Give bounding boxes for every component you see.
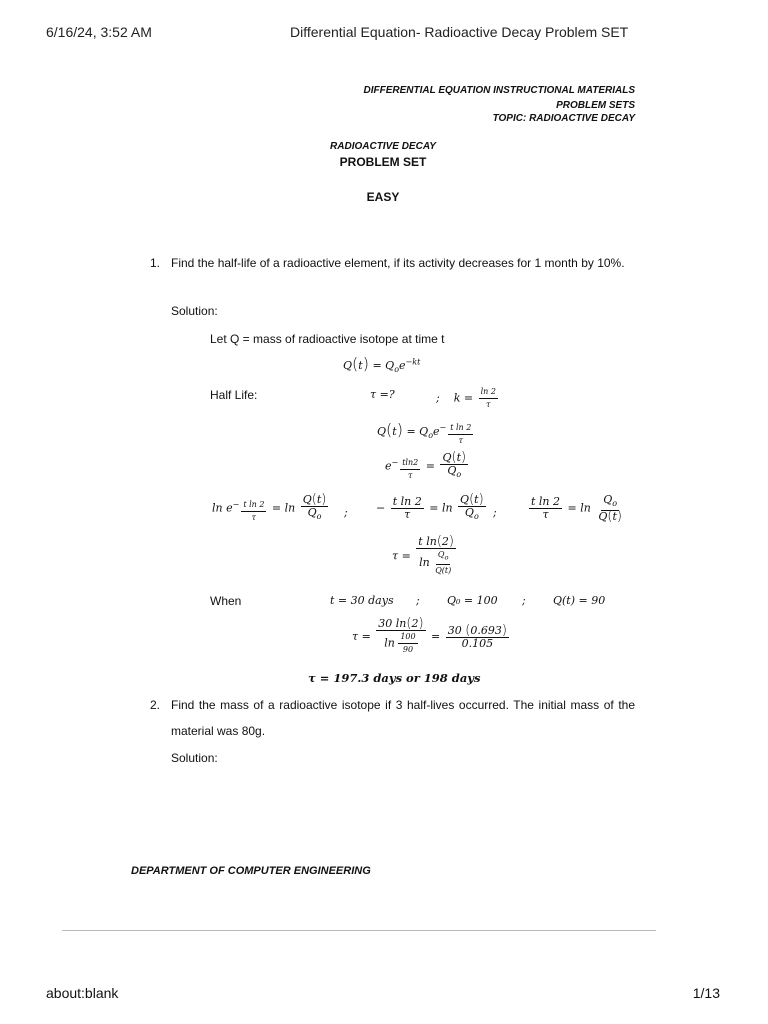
print-footer-page: 1/13 <box>692 985 720 1001</box>
separator-2: ; <box>493 506 497 519</box>
page-divider <box>62 930 656 931</box>
meta-course-line: DIFFERENTIAL EQUATION INSTRUCTIONAL MATERIALS <box>363 85 635 96</box>
given-q0: Q₀ = 100 <box>447 594 498 607</box>
separator-3: ; <box>416 594 420 607</box>
equation-ratio: $e^{- \frac{tln2}{\tau}}$ = $\frac{Q(t)}{Q_o}$ <box>385 450 467 480</box>
equation-decay-with-tau: $Q(t) = Q_oe^{- \frac{\text{t ln 2}}{\tau}}$ <box>377 420 472 446</box>
meta-type-line: PROBLEM SETS <box>556 100 635 111</box>
equation-decay-law: $Q(t) = Q_oe^{-kt}$ <box>343 354 421 375</box>
given-qt: Q(t) = 90 <box>553 594 606 607</box>
equation-k-definition: ; k = $\frac{\ln 2}{\tau}$ <box>436 387 496 409</box>
when-label: When <box>210 594 242 608</box>
problem-1-text: Find the half-life of a radioactive element, if its activity decreases for 1 month by 10%. <box>171 256 625 270</box>
problem-2-text: Find the mass of a radioactive isotope if 3 half-lives occurred. The initial mass of the material was 80g. <box>171 698 635 738</box>
tau-unknown: τ =? <box>370 388 395 401</box>
equation-tau-formula: τ = t ln(2) ln $\frac{Q_o}{Q(t)}$ <box>392 534 454 575</box>
section-subtitle: RADIOACTIVE DECAY <box>330 141 436 152</box>
equation-log-step-3: $\frac{\text{t ln 2}}{\tau}$ = ln $\frac{Q_o}{Q(t)}$ <box>531 493 622 525</box>
problem-1-number: 1. <box>150 256 161 270</box>
equation-log-step-1: $\ln e^{- \frac{\text{t ln 2}}{\tau}}$ = ln $\frac{Q(t)}{Q_o}$ <box>212 492 327 522</box>
difficulty-label: EASY <box>366 190 400 204</box>
print-header-datetime: 6/16/24, 3:52 AM <box>46 24 152 40</box>
equation-log-step-2: − $\frac{\text{t ln 2}}{\tau}$ = ln $\frac{Q(t)}{Q_o}$ <box>376 492 484 522</box>
problem-1-answer: τ = 197.3 days or 198 days <box>308 671 481 685</box>
department-footer: DEPARTMENT OF COMPUTER ENGINEERING <box>131 865 371 877</box>
equation-substitution: τ = 30 ln(2) ln $\frac{100}{90}$ = $\frac{30 (0.693)}{0.105}$ <box>352 616 507 654</box>
meta-topic-line: TOPIC: RADIOACTIVE DECAY <box>492 113 635 124</box>
separator-1: ; <box>344 506 348 519</box>
problem-1-solution-label: Solution: <box>171 304 218 318</box>
given-t: t = 30 days <box>330 594 394 607</box>
problem-1-let-line: Let Q = mass of radioactive isotope at time t <box>210 332 445 346</box>
separator-4: ; <box>522 594 526 607</box>
print-footer-url: about:blank <box>46 985 119 1001</box>
problem-2-number: 2. <box>150 698 161 712</box>
section-title: PROBLEM SET <box>339 155 427 169</box>
problem-2-solution-label: Solution: <box>171 751 218 765</box>
print-header-title: Differential Equation- Radioactive Decay Problem SET <box>290 24 629 40</box>
half-life-label: Half Life: <box>210 388 258 402</box>
